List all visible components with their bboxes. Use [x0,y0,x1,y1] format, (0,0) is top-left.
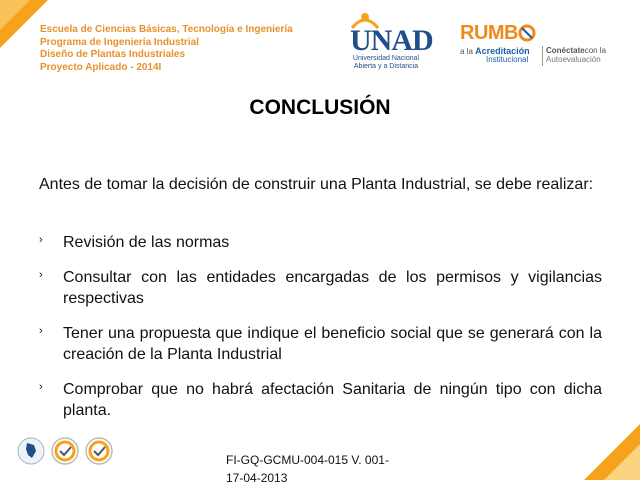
rumbo-wordmark [460,22,536,45]
corner-decoration-top-left-inner [0,0,30,30]
chevron-bullet-icon: › [39,234,43,246]
iso-certification-seal-icon [84,436,114,466]
list-item [39,323,602,365]
list-item-text: Consultar con las entidades encargadas de los permisos y vigilancias respectivas [63,269,602,307]
course-header [40,24,293,74]
header-line-project: Proyecto Aplicado - 2014I [40,61,162,73]
chevron-bullet-icon: › [39,381,43,393]
unad-subtitle-line1: Universidad Nacional [352,55,420,62]
header-line-school: Escuela de Ciencias Básicas, Tecnología e Ingeniería [40,24,293,35]
chevron-bullet-icon: › [39,269,43,281]
rumbo-institucional-text: Institucional [486,55,529,64]
unad-logo [344,10,433,76]
rumbo-con-rest: con la [584,46,607,55]
certification-seals [16,436,116,470]
conclusion-list [39,232,602,421]
unad-subtitle [344,55,428,71]
unad-subtitle-line2: Abierta y a Distancia [353,63,419,70]
header-line-program: Programa de Ingeniería Industrial [40,36,199,48]
document-code: FI-GQ-GCMU-004-015 V. 001-17-04-2013 [226,453,389,485]
header-line-course: Diseño de Plantas Industriales [40,49,186,60]
rumbo-acreditacion-logo [460,20,632,68]
corner-decoration-bottom-right-inner [604,444,640,480]
rumbo-o-icon [518,24,536,42]
list-item [39,267,602,309]
list-item [39,232,602,253]
rumbo-autoevaluacion-text: Autoevaluación [546,55,601,64]
quality-certification-seal-icon [50,436,80,466]
list-item-text: Comprobar que no habrá afectación Sanitaria de ningún tipo con dicha planta. [63,381,602,419]
list-item-text: Revisión de las normas [63,234,230,251]
unad-wordmark: UNAD [350,24,433,57]
rumbo-con-bold: Conéctate [546,46,585,55]
rumbo-word-text: RUMB [460,22,518,44]
colombia-map-seal-icon [16,436,46,466]
rumbo-acr-bold: Acreditación [475,46,530,56]
rumbo-separator [542,46,543,66]
slide-title: CONCLUSIÓN [249,96,391,119]
intro-paragraph: Antes de tomar la decisión de construir una Planta Industrial, se debe realizar: [39,176,594,193]
list-item [39,379,602,421]
chevron-bullet-icon: › [39,325,43,337]
rumbo-conectate-text [546,46,606,55]
list-item-text: Tener una propuesta que indique el beneficio social que se generará con la creación de la Planta Industrial [63,325,602,363]
rumbo-acr-prefix: a la [460,47,476,56]
